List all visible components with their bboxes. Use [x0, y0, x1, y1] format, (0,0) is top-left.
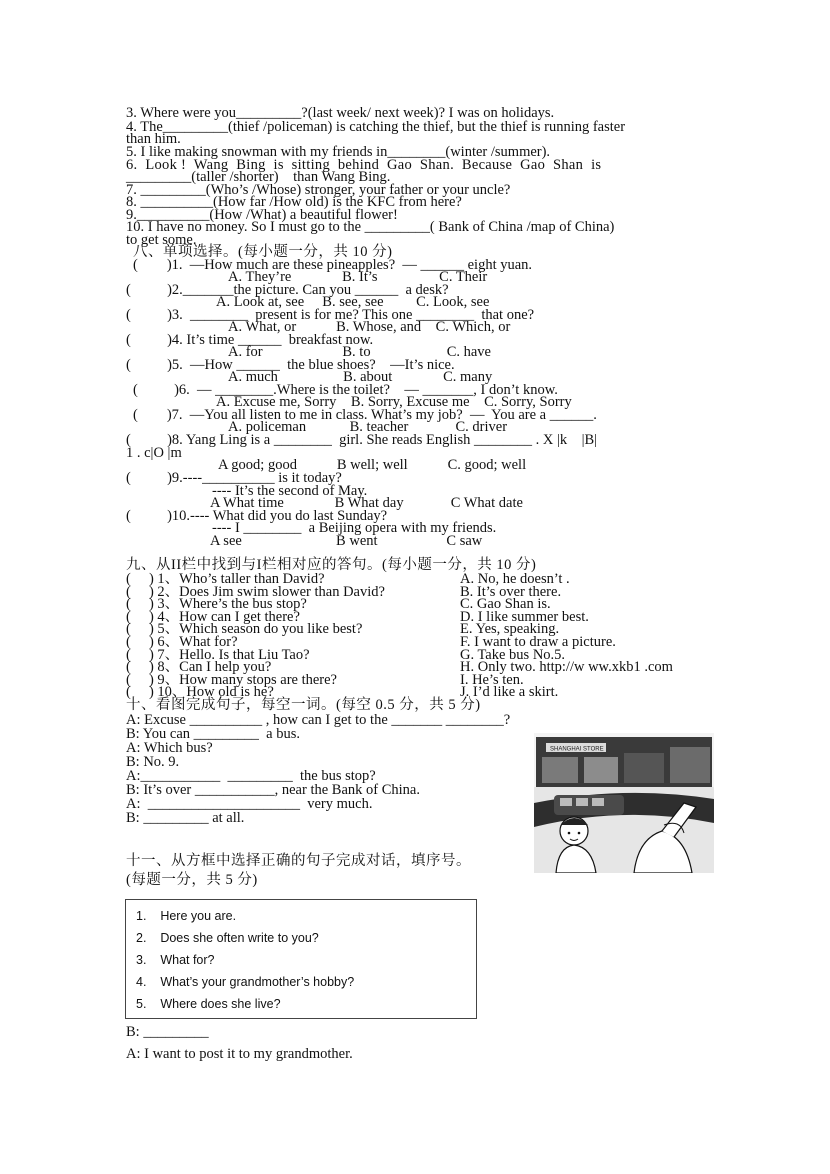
fill-word-6-cont: _________(taller /shorter) than Wang Bing. [126, 169, 391, 185]
dialog-line: B: _________ at all. [126, 810, 245, 826]
dialog-line: A:___________ _________ the bus stop? [126, 768, 376, 784]
match-question: ( ) 2、Does Jim swim slower than David? [126, 583, 385, 600]
match-answer: F. I want to draw a picture. [460, 634, 616, 650]
mc-q5-options: A. much B. about C. many [228, 369, 493, 385]
match-question: ( ) 1、Who’s taller than David? [126, 571, 325, 587]
fill-word-4: 4. The_________(thief /policeman) is catching the thief, but the thief is running faster [126, 119, 626, 135]
mc-q10: ( )10.---- What did you do last Sunday? [126, 508, 388, 524]
mc-q2: ( )2._______the picture. Can you ______ a desk? [126, 282, 449, 298]
match-question: ( ) 6、What for? [126, 634, 238, 650]
section-10-title: 十、看图完成句子，每空一词。(每空 0.5 分，共 5 分) [126, 697, 481, 713]
store-sign-text: SHANGHAI STORE [550, 746, 604, 753]
match-question: ( ) 9、How many stops are there? [126, 671, 337, 688]
section-11-title: 十一、从方框中选择正确的句子完成对话，填序号。 [126, 853, 471, 869]
choice-item: 4. What’s your grandmother’s hobby? [136, 975, 355, 989]
dialog-line: A: _____________________ very much. [126, 796, 373, 812]
mc-q8: ( )8. Yang Ling is a ________ girl. She reads English ________ . X |k |B| [126, 432, 598, 448]
match-question: ( ) 7、Hello. Is that Liu Tao? [126, 646, 310, 663]
dialog-line-a: A: I want to post it to my grandmother. [126, 1046, 353, 1062]
match-answer: J. I’d like a skirt. [460, 684, 559, 701]
street-scene-picture [534, 733, 714, 873]
fill-word-10: 10. I have no money. So I must go to the _________( Bank of China /map of China) [126, 219, 615, 235]
fill-word-3: 3. Where were you_________?(last week/ next week)? I was on holidays. [126, 105, 555, 121]
mc-q6: ( )6. — ________.Where is the toilet? — _______, I don’t know. [133, 382, 558, 398]
dialog-line-b: B: _________ [126, 1024, 209, 1040]
mc-q1-options: A. They’re B. It’s C. Their [228, 269, 488, 285]
mc-q9: ( )9.----__________ is it today? [126, 470, 342, 486]
mc-q10-options: A see B went C saw [210, 533, 483, 549]
section-8-title: 八、单项选择。(每小题一分，共 10 分) [133, 244, 393, 260]
match-question: ( ) 8、Can I help you? [126, 659, 272, 676]
mc-q10-answer: ---- I ________ a Beijing opera with my friends. [212, 520, 497, 536]
fill-word-9: 9.__________(How /What) a beautiful flower! [126, 207, 398, 223]
match-answer: D. I like summer best. [460, 608, 589, 625]
choice-item: 5. Where does she live? [136, 997, 281, 1011]
fill-word-7: 7. _________(Who’s /Whose) stronger, your father or your uncle? [126, 182, 511, 198]
match-answer: C. Gao Shan is. [460, 596, 551, 613]
dialog-line: B: You can _________ a bus. [126, 726, 301, 742]
mc-q7: ( )7. —You all listen to me in class. What’s my job? — You are a ______. [133, 407, 597, 423]
mc-q1: ( )1. —How much are these pineapples? — ______ eight yuan. [133, 257, 533, 273]
match-answer: H. Only two. http://w ww.xkb1 .com [460, 659, 673, 676]
mc-q6-options: A. Excuse me, Sorry B. Sorry, Excuse me C. Sorry, Sorry [216, 394, 572, 410]
section-11-subtitle: (每题一分，共 5 分) [126, 872, 258, 888]
fill-word-5: 5. I like making snowman with my friends in________(winter /summer). [126, 144, 551, 160]
mc-q4: ( )4. It’s time ______ breakfast now. [126, 332, 374, 348]
fill-word-6: 6. Look ! Wang Bing is sitting behind Gao Shan. Because Gao Shan is [126, 157, 602, 173]
mc-q8-watermark: 1 . c|O |m [126, 445, 182, 461]
choice-item: 1. Here you are. [136, 909, 237, 923]
match-question: ( ) 3、Where’s the bus stop? [126, 596, 307, 613]
match-question: ( ) 10、How old is he? [126, 684, 274, 701]
mc-q8-options: A good; good B well; well C. good; well [218, 457, 527, 473]
dialog-line: A: Excuse __________ , how can I get to the _______ ________? [126, 712, 511, 728]
fill-word-10-cont: to get some. [126, 232, 197, 248]
mc-q3-options: A. What, or B. Whose, and C. Which, or [228, 319, 511, 335]
mc-q2-options: A. Look at, see B. see, see C. Look, see [216, 294, 490, 310]
fill-word-4-cont: than him. [126, 131, 181, 147]
match-answer: B. It’s over there. [460, 583, 562, 600]
dialog-line: B: It’s over ___________, near the Bank of China. [126, 782, 420, 798]
choice-item: 2. Does she often write to you? [136, 931, 319, 945]
mc-q4-options: A. for B. to C. have [228, 344, 491, 360]
fill-word-8: 8. __________(How far /How old) is the KFC from here? [126, 194, 462, 210]
match-answer: E. Yes, speaking. [460, 621, 560, 638]
match-answer: G. Take bus No.5. [460, 646, 566, 663]
dialog-line: B: No. 9. [126, 754, 180, 770]
section-9-title: 九、从II栏中找到与I栏相对应的答句。(每小题一分，共 10 分) [126, 557, 537, 573]
match-answer: A. No, he doesn’t . [460, 571, 570, 587]
match-question: ( ) 5、Which season do you like best? [126, 621, 363, 638]
mc-q9-answer: ---- It’s the second of May. [212, 483, 368, 499]
choice-item: 3. What for? [136, 953, 215, 967]
mc-q5: ( )5. —How ______ the blue shoes? —It’s nice. [126, 357, 455, 373]
mc-q7-options: A. policeman B. teacher C. driver [228, 419, 508, 435]
match-question: ( ) 4、How can I get there? [126, 608, 300, 625]
dialog-line: A: Which bus? [126, 740, 213, 756]
mc-q9-options: A What time B What day C What date [210, 495, 523, 511]
choice-box [125, 899, 477, 1019]
match-answer: I. He’s ten. [460, 671, 524, 688]
mc-q3: ( )3. ________ present is for me? This one ________ that one? [126, 307, 535, 323]
